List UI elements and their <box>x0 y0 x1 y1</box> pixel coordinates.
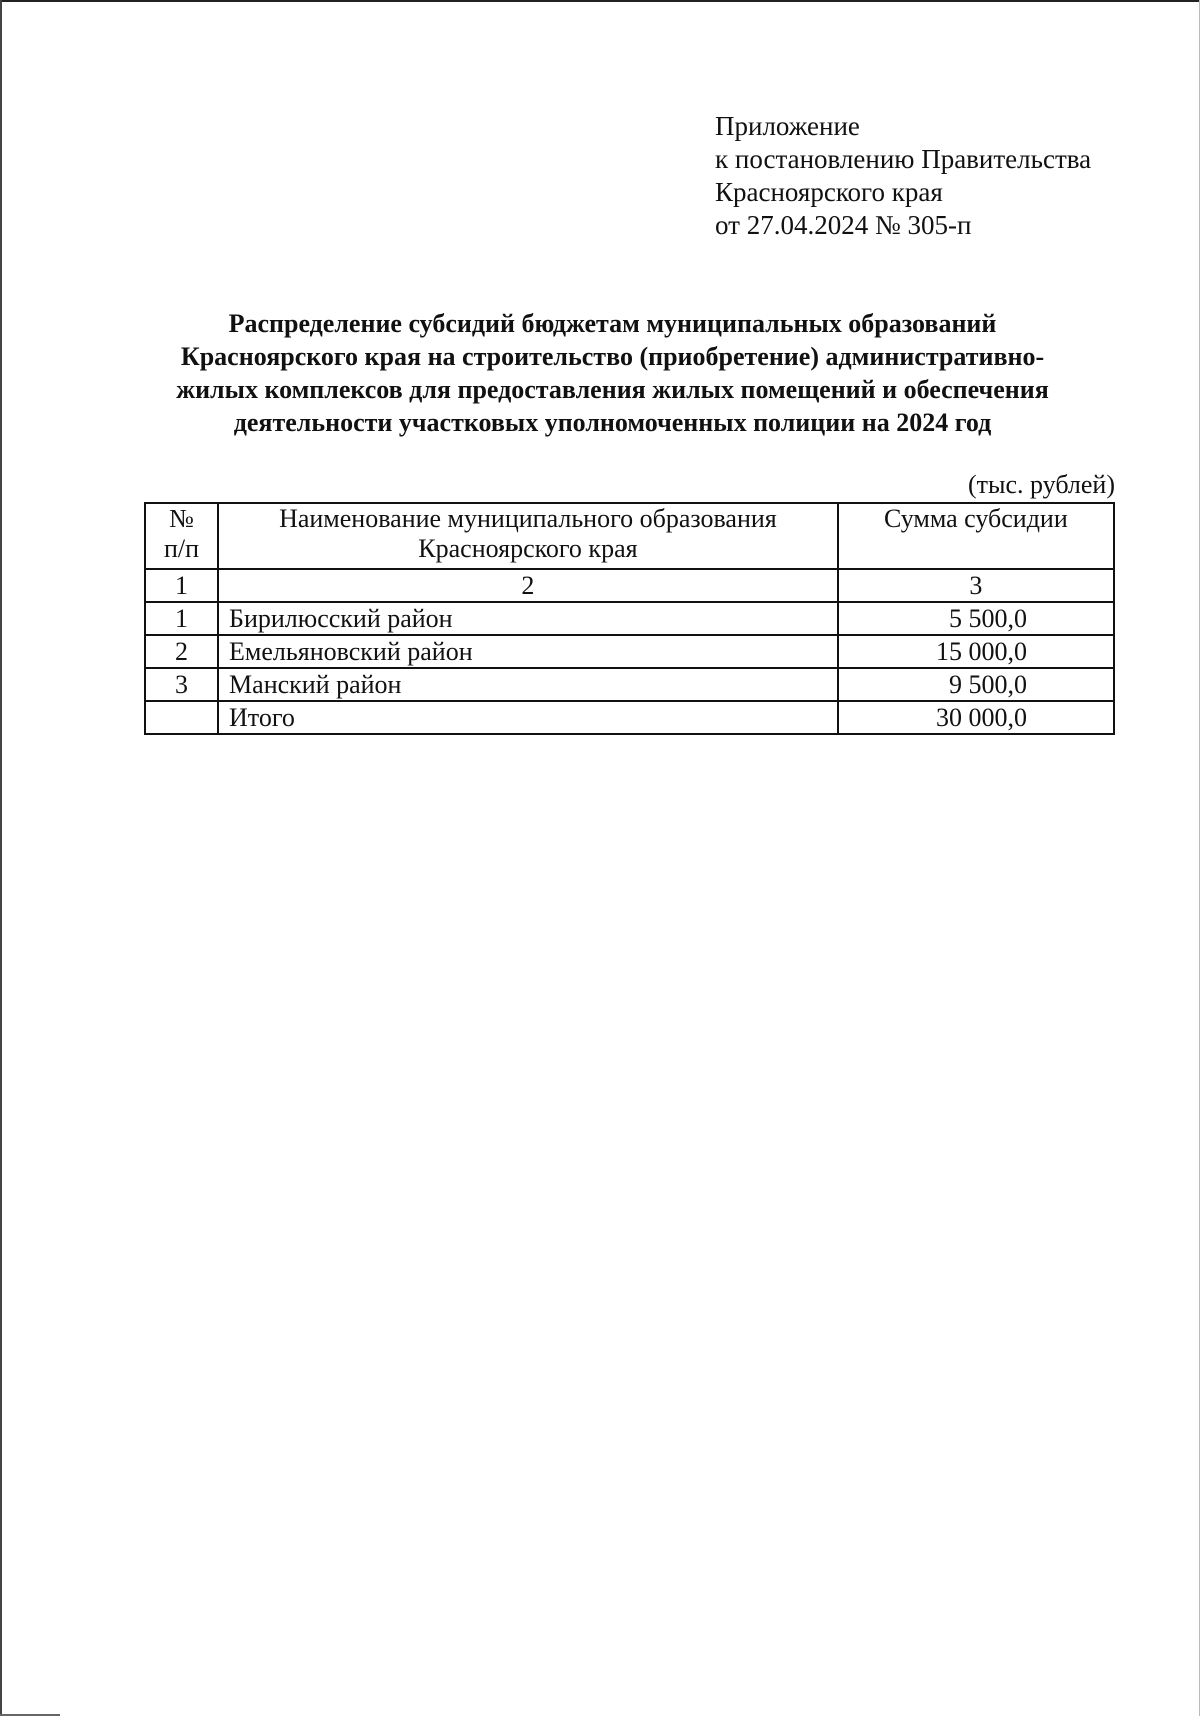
row-municipality: Емельяновский район <box>218 635 838 668</box>
units-label: (тыс. рублей) <box>967 470 1115 499</box>
header-name-line-2: Красноярского края <box>418 534 638 563</box>
title-line-2: Красноярского края на строительство (приобретение) административно- <box>180 342 1045 371</box>
appendix-header <box>715 110 1091 242</box>
column-index-cell: 3 <box>838 569 1114 602</box>
subsidies-table <box>144 502 1115 735</box>
total-label: Итого <box>218 701 838 734</box>
row-amount: 15 000,0 <box>838 635 1114 668</box>
header-sum: Сумма субсидии <box>838 503 1114 569</box>
row-number: 3 <box>145 668 218 701</box>
title-line-1: Распределение субсидий бюджетам муниципальных образований <box>228 309 997 338</box>
row-municipality: Манский район <box>218 668 838 701</box>
header-name <box>218 503 838 569</box>
column-index-cell: 1 <box>145 569 218 602</box>
total-amount: 30 000,0 <box>838 701 1114 734</box>
title-line-3: жилых комплексов для предоставления жилых помещений и обеспечения <box>176 375 1049 404</box>
table-row <box>145 602 1114 635</box>
scan-border-top <box>0 0 1200 2</box>
title-line-4: деятельности участковых уполномоченных полиции на 2024 год <box>233 408 992 437</box>
scan-border-left <box>0 0 2 1716</box>
appendix-line-2: к постановлению Правительства <box>715 144 1092 174</box>
header-number-line-1: № <box>169 504 194 533</box>
total-row <box>145 701 1114 734</box>
table-header-row <box>145 503 1114 569</box>
row-number: 2 <box>145 635 218 668</box>
row-number: 1 <box>145 602 218 635</box>
appendix-line-4: от 27.04.2024 № 305-п <box>715 210 972 240</box>
header-number-line-2: п/п <box>163 534 200 563</box>
row-amount: 9 500,0 <box>838 668 1114 701</box>
appendix-line-3: Красноярского края <box>715 177 943 207</box>
table-row <box>145 668 1114 701</box>
document-title <box>140 307 1085 439</box>
column-index-row <box>145 569 1114 602</box>
header-number <box>145 503 218 569</box>
column-index-cell: 2 <box>218 569 838 602</box>
appendix-line-1: Приложение <box>715 111 860 141</box>
table-row <box>145 635 1114 668</box>
row-municipality: Бирилюсский район <box>218 602 838 635</box>
total-number <box>145 701 218 734</box>
row-amount: 5 500,0 <box>838 602 1114 635</box>
header-name-line-1: Наименование муниципального образования <box>279 504 777 533</box>
